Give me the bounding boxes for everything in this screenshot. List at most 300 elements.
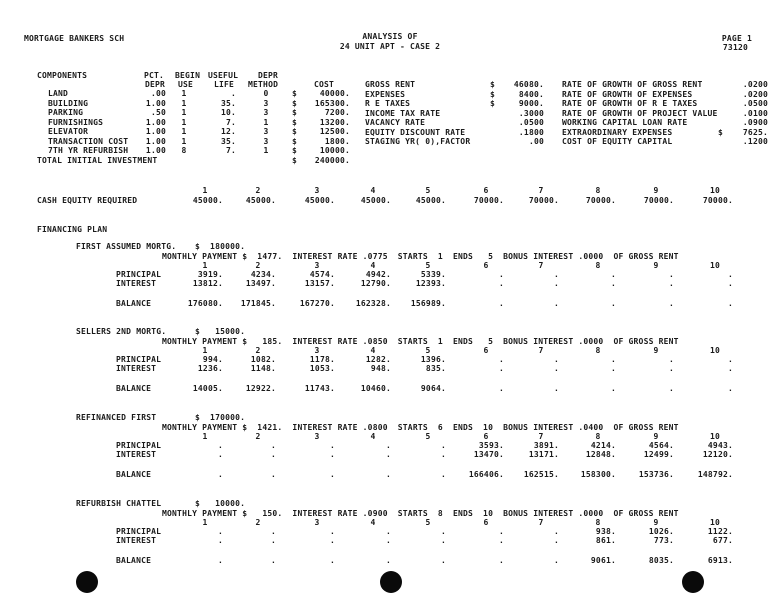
year-number: 3	[314, 261, 320, 270]
component-useful-life: 35.	[220, 98, 236, 108]
parameter-label: R E TAXES	[365, 99, 411, 108]
year-number: 4	[370, 518, 376, 527]
principal-value: .	[498, 355, 504, 364]
growth-parameter-value: .1200	[742, 137, 768, 146]
year-number: 1	[202, 346, 208, 355]
component-pct-depr: .00	[150, 89, 166, 98]
growth-parameter-value: .0900	[742, 118, 768, 127]
interest-value: .	[553, 279, 559, 288]
component-cost: 13200.	[319, 117, 350, 127]
interest-value: .	[498, 536, 504, 545]
financing-plan-heading: FINANCING PLAN	[37, 225, 108, 234]
year-number: 7	[538, 432, 544, 441]
balance-value: 6913.	[707, 556, 733, 565]
year-number: 3	[314, 186, 320, 195]
component-pct-depr: 1.00	[145, 146, 166, 155]
balance-label: BALANCE	[116, 299, 152, 308]
component-name: BUILDING	[48, 98, 89, 108]
interest-label: INTEREST	[116, 364, 157, 373]
principal-value: .	[553, 527, 559, 536]
balance-value: .	[440, 470, 446, 479]
year-number: 4	[370, 346, 376, 355]
growth-parameter-value: .0200	[742, 89, 768, 99]
component-currency: $	[292, 117, 298, 127]
interest-value: 1148.	[250, 364, 276, 373]
year-number: 9	[653, 261, 659, 270]
balance-value: .	[727, 299, 733, 308]
component-begin-use: 1	[181, 89, 187, 98]
component-begin-use: 1	[181, 127, 187, 136]
interest-value: .	[610, 279, 616, 288]
interest-value: 948.	[370, 364, 391, 373]
interest-value: 13497.	[245, 279, 276, 288]
interest-value: .	[498, 279, 504, 288]
balance-label: BALANCE	[116, 470, 152, 479]
year-number: 9	[653, 186, 659, 195]
year-number: 10	[709, 261, 721, 270]
loan-terms: MONTHLY PAYMENT $ 1477. INTEREST RATE .0775 STARTS 1 ENDS 5 BONUS INTEREST .0000 OF GROSS RENT	[162, 252, 679, 261]
principal-value: .	[217, 441, 223, 450]
year-number: 2	[255, 432, 261, 441]
report-title: ANALYSIS OF	[362, 32, 418, 41]
balance-value: .	[498, 299, 504, 308]
balance-value: .	[440, 556, 446, 565]
cash-equity-value: 45000.	[360, 196, 391, 205]
component-depr-method: 3	[263, 127, 269, 136]
parameter-value: 9000.	[518, 99, 544, 108]
year-number: 5	[425, 518, 431, 527]
principal-value: .	[329, 441, 335, 450]
interest-value: .	[553, 364, 559, 373]
growth-parameter-value: .0200	[742, 80, 768, 89]
loan-title: REFINANCED FIRST	[76, 413, 157, 422]
component-useful-life: 10.	[220, 108, 236, 117]
component-name: PARKING	[48, 108, 84, 117]
year-number: 4	[370, 261, 376, 270]
year-number: 1	[202, 261, 208, 270]
parameter-label: EQUITY DISCOUNT RATE	[365, 127, 466, 137]
component-cost: 7200.	[324, 108, 350, 117]
parameter-currency: $	[490, 80, 496, 89]
parameter-label: EXPENSES	[365, 89, 406, 99]
component-depr-method: 1	[263, 117, 269, 127]
principal-value: .	[610, 355, 616, 364]
cash-equity-value: 45000.	[304, 196, 335, 205]
balance-value: .	[498, 556, 504, 565]
loan-title: REFURBISH CHATTEL	[76, 499, 162, 508]
interest-value: .	[217, 536, 223, 545]
balance-value: .	[498, 384, 504, 393]
interest-label: INTEREST	[116, 279, 157, 288]
cash-equity-label: CASH EQUITY REQUIRED	[37, 196, 138, 205]
growth-parameter-label: RATE OF GROWTH OF PROJECT VALUE	[562, 108, 718, 118]
component-name: LAND	[48, 89, 69, 98]
component-useful-life: 7.	[225, 117, 236, 127]
interest-value: .	[270, 536, 276, 545]
balance-value: .	[610, 299, 616, 308]
year-number: 7	[538, 186, 544, 195]
balance-value: 153736.	[638, 470, 674, 479]
balance-value: .	[553, 556, 559, 565]
cash-equity-value: 70000.	[702, 196, 733, 205]
component-begin-use: 1	[181, 136, 187, 146]
interest-value: 12790.	[360, 279, 391, 288]
col-method-1: DEPR	[258, 71, 279, 80]
component-name: FURNISHINGS	[48, 117, 104, 127]
col-life-1: USEFUL	[208, 71, 239, 80]
col-life-2: LIFE	[214, 80, 235, 89]
loan-amount: $ 180000.	[195, 242, 246, 251]
year-number: 6	[483, 186, 489, 195]
balance-value: 156989.	[410, 299, 446, 308]
balance-value: .	[553, 299, 559, 308]
total-investment-currency: $	[292, 156, 298, 165]
component-begin-use: 8	[181, 146, 187, 155]
growth-parameter-label: RATE OF GROWTH OF EXPENSES	[562, 89, 693, 99]
loan-amount: $ 10000.	[195, 499, 246, 508]
growth-parameter-label: RATE OF GROWTH OF GROSS RENT	[562, 80, 703, 89]
principal-label: PRINCIPAL	[116, 441, 162, 450]
interest-value: 677.	[712, 536, 733, 545]
balance-value: .	[270, 556, 276, 565]
growth-parameter-currency: $	[718, 127, 724, 137]
interest-value: .	[385, 450, 391, 459]
binder-hole-center	[380, 571, 402, 593]
interest-value: 12393.	[415, 279, 446, 288]
interest-value: 12848.	[585, 450, 616, 459]
year-number: 1	[202, 432, 208, 441]
component-pct-depr: 1.00	[145, 136, 166, 146]
year-number: 7	[538, 261, 544, 270]
interest-value: 13812.	[192, 279, 223, 288]
binder-hole-left	[76, 571, 98, 593]
principal-value: 1082.	[250, 355, 276, 364]
principal-value: 4942.	[365, 270, 391, 279]
component-depr-method: 3	[263, 108, 269, 117]
growth-parameter-label: WORKING CAPITAL LOAN RATE	[562, 118, 688, 127]
col-begin-2: USE	[178, 80, 194, 89]
balance-value: 166406.	[468, 470, 504, 479]
year-number: 8	[595, 186, 601, 195]
balance-value: .	[553, 384, 559, 393]
growth-parameter-label: EXTRAORDINARY EXPENSES	[562, 127, 673, 137]
balance-value: .	[385, 556, 391, 565]
parameter-value: .1800	[518, 127, 544, 137]
year-number: 10	[709, 346, 721, 355]
principal-value: .	[385, 527, 391, 536]
principal-value: .	[270, 441, 276, 450]
company-name: MORTGAGE BANKERS SCH	[24, 34, 125, 43]
component-depr-method: 3	[263, 136, 269, 146]
report-subtitle: 24 UNIT APT - CASE 2	[339, 42, 441, 51]
principal-value: 4234.	[250, 270, 276, 279]
parameter-currency: $	[490, 89, 496, 99]
year-number: 5	[425, 261, 431, 270]
interest-value: 1236.	[197, 364, 223, 373]
loan-title: FIRST ASSUMED MORTG.	[76, 242, 177, 251]
interest-value: .	[668, 279, 674, 288]
component-name: TRANSACTION COST	[48, 136, 129, 146]
balance-value: .	[329, 470, 335, 479]
interest-value: 13157.	[304, 279, 335, 288]
principal-value: 938.	[595, 527, 616, 536]
balance-value: .	[668, 384, 674, 393]
year-number: 4	[370, 186, 376, 195]
growth-parameter-label: COST OF EQUITY CAPITAL	[562, 137, 673, 146]
principal-value: 1026.	[648, 527, 674, 536]
component-currency: $	[292, 146, 298, 155]
year-number: 1	[202, 186, 208, 195]
principal-value: .	[385, 441, 391, 450]
balance-value: 10460.	[360, 384, 391, 393]
interest-value: .	[440, 536, 446, 545]
balance-value: .	[668, 299, 674, 308]
parameter-label: VACANCY RATE	[365, 118, 426, 127]
balance-value: 14005.	[192, 384, 223, 393]
principal-value: .	[217, 527, 223, 536]
year-number: 5	[425, 432, 431, 441]
component-currency: $	[292, 89, 298, 98]
loan-terms: MONTHLY PAYMENT $ 150. INTEREST RATE .0900 STARTS 8 ENDS 10 BONUS INTEREST .0000 OF GROSS RENT	[162, 509, 679, 518]
year-number: 2	[255, 186, 261, 195]
year-number: 2	[255, 346, 261, 355]
balance-value: .	[610, 384, 616, 393]
growth-parameter-label: RATE OF GROWTH OF R E TAXES	[562, 99, 698, 108]
col-pct-1: PCT.	[144, 71, 165, 80]
component-cost: 10000.	[319, 146, 350, 155]
interest-value: .	[385, 536, 391, 545]
principal-value: 4564.	[648, 441, 674, 450]
components-heading: COMPONENTS	[37, 71, 88, 80]
year-number: 10	[709, 518, 721, 527]
component-currency: $	[292, 127, 298, 136]
interest-value: 1053.	[309, 364, 335, 373]
year-number: 5	[425, 186, 431, 195]
balance-value: 12922.	[245, 384, 276, 393]
principal-value: 1122.	[707, 527, 733, 536]
interest-value: .	[440, 450, 446, 459]
balance-value: 9064.	[420, 384, 446, 393]
year-number: 10	[709, 432, 721, 441]
page-number: PAGE 1	[721, 34, 752, 43]
interest-value: .	[727, 279, 733, 288]
year-number: 7	[538, 346, 544, 355]
cash-equity-value: 45000.	[192, 196, 223, 205]
interest-value: .	[498, 364, 504, 373]
total-investment-value: 240000.	[314, 156, 350, 165]
year-number: 6	[483, 518, 489, 527]
principal-value: 4214.	[590, 441, 616, 450]
year-number: 6	[483, 346, 489, 355]
balance-value: 9061.	[590, 556, 616, 565]
component-cost: 165300.	[314, 98, 350, 108]
interest-value: .	[270, 450, 276, 459]
balance-label: BALANCE	[116, 556, 152, 565]
year-number: 3	[314, 518, 320, 527]
interest-value: .	[610, 364, 616, 373]
cash-equity-value: 70000.	[528, 196, 559, 205]
growth-parameter-value: .0100	[742, 108, 768, 118]
balance-value: .	[270, 470, 276, 479]
component-begin-use: 1	[181, 117, 187, 127]
component-depr-method: 1	[263, 146, 269, 155]
loan-terms: MONTHLY PAYMENT $ 185. INTEREST RATE .0850 STARTS 1 ENDS 5 BONUS INTEREST .0000 OF GROSS RENT	[162, 337, 679, 346]
year-number: 3	[314, 346, 320, 355]
cash-equity-value: 45000.	[415, 196, 446, 205]
cash-equity-value: 70000.	[585, 196, 616, 205]
col-begin-1: BEGIN	[175, 71, 201, 80]
balance-value: 171845.	[240, 299, 276, 308]
principal-value: 1396.	[420, 355, 446, 364]
year-number: 1	[202, 518, 208, 527]
interest-label: INTEREST	[116, 536, 157, 545]
parameter-value: .3000	[518, 108, 544, 118]
balance-value: .	[217, 470, 223, 479]
parameter-currency: $	[490, 99, 496, 108]
component-begin-use: 1	[181, 98, 187, 108]
balance-value: .	[727, 384, 733, 393]
component-name: ELEVATOR	[48, 127, 89, 136]
component-useful-life: 12.	[220, 127, 236, 136]
principal-value: .	[668, 270, 674, 279]
year-number: 8	[595, 432, 601, 441]
component-pct-depr: 1.00	[145, 127, 166, 136]
interest-value: 12120.	[702, 450, 733, 459]
balance-value: .	[217, 556, 223, 565]
component-name: 7TH YR REFURBISH	[48, 146, 129, 155]
principal-value: .	[610, 270, 616, 279]
growth-parameter-value: .0500	[742, 99, 768, 108]
principal-label: PRINCIPAL	[116, 527, 162, 536]
parameter-label: INCOME TAX RATE	[365, 108, 441, 118]
interest-value: 13171.	[528, 450, 559, 459]
component-currency: $	[292, 108, 298, 117]
principal-value: 3891.	[533, 441, 559, 450]
balance-label: BALANCE	[116, 384, 152, 393]
principal-value: 3919.	[197, 270, 223, 279]
year-number: 8	[595, 261, 601, 270]
component-cost: 12500.	[319, 127, 350, 136]
balance-value: 8035.	[648, 556, 674, 565]
balance-value: 158300.	[580, 470, 616, 479]
principal-value: 4943.	[707, 441, 733, 450]
component-useful-life: 35.	[220, 136, 236, 146]
parameter-value: 8400.	[518, 89, 544, 99]
component-currency: $	[292, 136, 298, 146]
year-number: 6	[483, 432, 489, 441]
parameter-value: .00	[528, 137, 544, 146]
balance-value: 167270.	[299, 299, 335, 308]
parameter-label: STAGING YR( 0),FACTOR	[365, 137, 471, 146]
component-cost: 40000.	[319, 89, 350, 98]
principal-value: .	[553, 355, 559, 364]
interest-value: 835.	[425, 364, 446, 373]
year-number: 2	[255, 518, 261, 527]
cash-equity-value: 70000.	[473, 196, 504, 205]
year-number: 9	[653, 432, 659, 441]
component-depr-method: 0	[263, 89, 269, 98]
interest-value: 13470.	[473, 450, 504, 459]
principal-value: .	[270, 527, 276, 536]
year-number: 3	[314, 432, 320, 441]
principal-value: .	[498, 270, 504, 279]
balance-value: 162515.	[523, 470, 559, 479]
interest-value: .	[668, 364, 674, 373]
interest-value: .	[553, 536, 559, 545]
balance-value: 176080.	[187, 299, 223, 308]
principal-value: .	[668, 355, 674, 364]
principal-value: 3593.	[478, 441, 504, 450]
component-useful-life: 7.	[225, 146, 236, 155]
principal-value: .	[498, 527, 504, 536]
year-number: 8	[595, 346, 601, 355]
interest-value: .	[217, 450, 223, 459]
parameter-value: .0500	[518, 118, 544, 127]
interest-value: .	[727, 364, 733, 373]
loan-terms: MONTHLY PAYMENT $ 1421. INTEREST RATE .0800 STARTS 6 ENDS 10 BONUS INTEREST .0400 OF GROSS RENT	[162, 423, 679, 432]
principal-value: 1178.	[309, 355, 335, 364]
binder-hole-right	[682, 571, 704, 593]
principal-label: PRINCIPAL	[116, 355, 162, 364]
principal-value: .	[727, 355, 733, 364]
principal-value: 4574.	[309, 270, 335, 279]
loan-amount: $ 170000.	[195, 413, 246, 422]
interest-label: INTEREST	[116, 450, 157, 459]
year-number: 2	[255, 261, 261, 270]
balance-value: 162328.	[355, 299, 391, 308]
interest-value: 12499.	[643, 450, 674, 459]
year-number: 6	[483, 261, 489, 270]
col-cost: COST	[314, 80, 335, 89]
balance-value: 11743.	[304, 384, 335, 393]
component-depr-method: 3	[263, 98, 269, 108]
loan-title: SELLERS 2ND MORTG.	[76, 327, 167, 336]
component-begin-use: 1	[181, 108, 187, 117]
principal-value: .	[440, 441, 446, 450]
balance-value: .	[385, 470, 391, 479]
component-currency: $	[292, 98, 298, 108]
principal-value: .	[727, 270, 733, 279]
principal-label: PRINCIPAL	[116, 270, 162, 279]
balance-value: 148792.	[697, 470, 733, 479]
year-number: 10	[709, 186, 721, 195]
principal-value: 994.	[202, 355, 223, 364]
component-pct-depr: 1.00	[145, 98, 166, 108]
year-number: 9	[653, 518, 659, 527]
principal-value: .	[553, 270, 559, 279]
interest-value: 861.	[595, 536, 616, 545]
total-investment-label: TOTAL INITIAL INVESTMENT	[37, 156, 158, 165]
cash-equity-value: 45000.	[245, 196, 276, 205]
cash-equity-value: 70000.	[643, 196, 674, 205]
component-pct-depr: .50	[150, 108, 166, 117]
principal-value: 1282.	[365, 355, 391, 364]
component-cost: 1800.	[324, 136, 350, 146]
balance-value: .	[329, 556, 335, 565]
growth-parameter-value: 7625.	[742, 127, 768, 137]
year-number: 9	[653, 346, 659, 355]
interest-value: 773.	[653, 536, 674, 545]
year-number: 4	[370, 432, 376, 441]
principal-value: .	[440, 527, 446, 536]
year-number: 5	[425, 346, 431, 355]
parameter-label: GROSS RENT	[365, 80, 416, 89]
principal-value: 5339.	[420, 270, 446, 279]
col-pct-2: DEPR	[145, 80, 166, 89]
component-useful-life: .	[230, 89, 236, 98]
col-method-2: METHOD	[248, 80, 279, 89]
year-number: 7	[538, 518, 544, 527]
